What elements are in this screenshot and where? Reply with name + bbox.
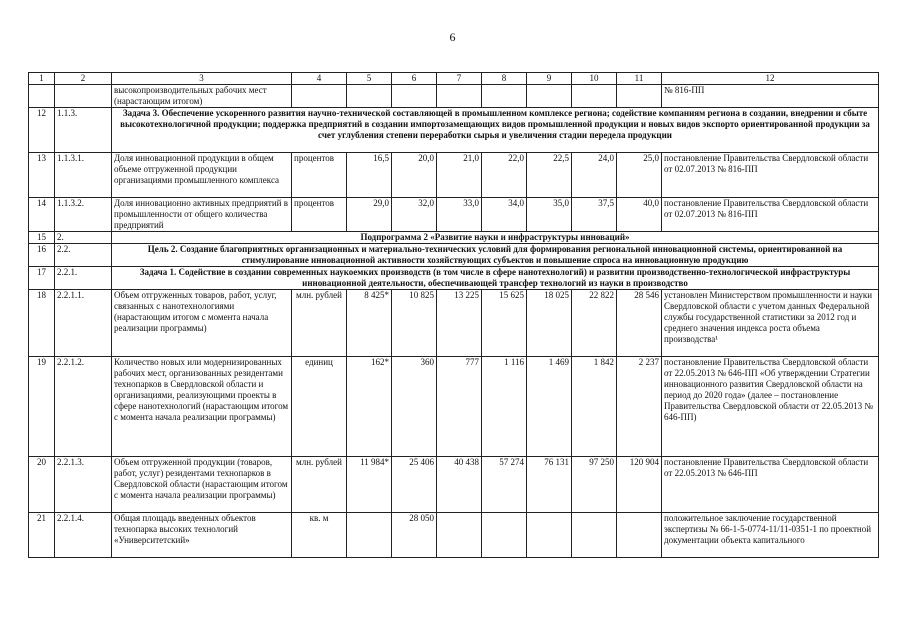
value-cell: 29,0 bbox=[347, 198, 392, 232]
table-row bbox=[29, 198, 879, 232]
value-cell: 20,0 bbox=[392, 153, 437, 198]
row-number: 21 bbox=[29, 513, 55, 558]
row-code: 1.1.3.1. bbox=[55, 153, 112, 198]
header-cell: 10 bbox=[572, 73, 617, 85]
value-cell: 10 825 bbox=[392, 290, 437, 357]
value-cell: 21,0 bbox=[437, 153, 482, 198]
header-cell: 8 bbox=[482, 73, 527, 85]
value-cell: 57 274 bbox=[482, 457, 527, 513]
row-number: 15 bbox=[29, 232, 55, 244]
value-cell bbox=[437, 513, 482, 558]
page-number: 6 bbox=[449, 30, 456, 44]
value-cell: 76 131 bbox=[527, 457, 572, 513]
unit: единиц bbox=[292, 357, 347, 457]
header-cell: 4 bbox=[292, 73, 347, 85]
header-cell: 1 bbox=[29, 73, 55, 85]
row-number: 13 bbox=[29, 153, 55, 198]
row-code: 2. bbox=[55, 232, 112, 244]
value-cell: 162* bbox=[347, 357, 392, 457]
value-cell: 1 842 bbox=[572, 357, 617, 457]
row-code: 2.2.1.4. bbox=[55, 513, 112, 558]
header-cell: 2 bbox=[55, 73, 112, 85]
value-cell: 8 425* bbox=[347, 290, 392, 357]
row-number: 20 bbox=[29, 457, 55, 513]
value-cell: 22,0 bbox=[482, 153, 527, 198]
header-cell: 5 bbox=[347, 73, 392, 85]
header-cell: 11 bbox=[617, 73, 662, 85]
value-cell: 360 bbox=[392, 357, 437, 457]
value-cell: 40 438 bbox=[437, 457, 482, 513]
header-cell: 6 bbox=[392, 73, 437, 85]
value-cell bbox=[347, 513, 392, 558]
value-cell: 2 237 bbox=[617, 357, 662, 457]
table-row bbox=[29, 232, 879, 244]
row-code: 2.2.1.3. bbox=[55, 457, 112, 513]
value-cell: 18 025 bbox=[527, 290, 572, 357]
row-code: 2.2. bbox=[55, 244, 112, 267]
row-code: 1.1.3. bbox=[55, 108, 112, 153]
value-cell bbox=[617, 513, 662, 558]
table-row bbox=[29, 357, 879, 457]
value-cell: 33,0 bbox=[437, 198, 482, 232]
row-number: 14 bbox=[29, 198, 55, 232]
value-cell bbox=[482, 513, 527, 558]
source-document: постановление Правительства Свердловской области от 02.07.2013 № 816-ПП bbox=[662, 153, 879, 198]
unit: млн. рублей bbox=[292, 290, 347, 357]
table-row bbox=[29, 513, 879, 558]
unit: процентов bbox=[292, 153, 347, 198]
table-row bbox=[29, 85, 879, 108]
value-cell: 22 822 bbox=[572, 290, 617, 357]
table-row bbox=[29, 267, 879, 290]
value-cell: 37,5 bbox=[572, 198, 617, 232]
value-cell bbox=[572, 513, 617, 558]
goal-heading: Цель 2. Создание благоприятных организационных и материально-технических условий для формирования региональной инновационной системы, ориентированной на стимулирование инновационной активности хозяйствующих субъектов и повышение спроса на инновационную продукцию bbox=[112, 244, 879, 267]
value-cell: 28 050 bbox=[392, 513, 437, 558]
indicator-name: Доля инновационной продукции в общем объеме отгруженной продукции организациями промышленного комплекса bbox=[112, 153, 292, 198]
value-cell: 13 225 bbox=[437, 290, 482, 357]
row-code: 2.2.1.2. bbox=[55, 357, 112, 457]
row-code: 1.1.3.2. bbox=[55, 198, 112, 232]
row-number: 17 bbox=[29, 267, 55, 290]
value-cell: 11 984* bbox=[347, 457, 392, 513]
subprogram-heading: Подпрограмма 2 «Развитие науки и инфраструктуры инноваций» bbox=[112, 232, 879, 244]
unit: процентов bbox=[292, 198, 347, 232]
value-cell: 120 904 bbox=[617, 457, 662, 513]
table-row bbox=[29, 244, 879, 267]
value-cell: 15 625 bbox=[482, 290, 527, 357]
table-row bbox=[29, 290, 879, 357]
row-code: 2.2.1. bbox=[55, 267, 112, 290]
value-cell: 25 406 bbox=[392, 457, 437, 513]
task-heading: Задача 3. Обеспечение ускоренного развития научно-технической составляющей в промышленном комплексе региона; содействие компаниям региона в создании, внедрении и сбыте высокотехнологичной продукции; поддержка предприятий в создании импортозамещающих видов промышленной продукции и новых видов экспорто ориентированной продукции за счет углубления степени переработки сырья и увеличения стадии передела продукции bbox=[112, 108, 879, 153]
source-document: № 816-ПП bbox=[662, 85, 879, 108]
source-document: установлен Министерством промышленности и науки Свердловской области с учетом данных Федеральной службы государственной статистики за 2012 год и среднего значения индекса роста объема производства¹ bbox=[662, 290, 879, 357]
value-cell: 32,0 bbox=[392, 198, 437, 232]
header-cell: 7 bbox=[437, 73, 482, 85]
table-row bbox=[29, 153, 879, 198]
value-cell: 28 546 bbox=[617, 290, 662, 357]
row-number: 18 bbox=[29, 290, 55, 357]
row-number: 12 bbox=[29, 108, 55, 153]
row-code: 2.2.1.1. bbox=[55, 290, 112, 357]
value-cell: 16,5 bbox=[347, 153, 392, 198]
value-cell: 1 469 bbox=[527, 357, 572, 457]
value-cell: 1 116 bbox=[482, 357, 527, 457]
header-cell: 12 bbox=[662, 73, 879, 85]
header-cell: 9 bbox=[527, 73, 572, 85]
value-cell: 40,0 bbox=[617, 198, 662, 232]
indicator-name: Объем отгруженных товаров, работ, услуг, связанных с нанотехнологиями (нарастающим итогом с момента начала реализации программы) bbox=[112, 290, 292, 357]
unit: кв. м bbox=[292, 513, 347, 558]
indicator-name: высокопроизводительных рабочих мест (нарастающим итогом) bbox=[112, 85, 292, 108]
value-cell: 35,0 bbox=[527, 198, 572, 232]
row-number: 16 bbox=[29, 244, 55, 267]
source-document: постановление Правительства Свердловской области от 02.07.2013 № 816-ПП bbox=[662, 198, 879, 232]
indicator-name: Доля инновационно активных предприятий в промышленности от общего количества предприятий bbox=[112, 198, 292, 232]
value-cell: 25,0 bbox=[617, 153, 662, 198]
task-heading: Задача 1. Содействие в создании современных наукоемких производств (в том числе в сфере нанотехнологий) и развитии производственно-технологической инфраструктуры инновационной деятельности, обеспечивающей трансфер технологий из науки в производство bbox=[112, 267, 879, 290]
value-cell: 22,5 bbox=[527, 153, 572, 198]
value-cell: 34,0 bbox=[482, 198, 527, 232]
value-cell: 777 bbox=[437, 357, 482, 457]
indicator-name: Количество новых или модернизированных рабочих мест, организованных резидентами технопарков в Свердловской области и организациями, реализующими проекты в сфере нанотехнологий (нарастающим итогом с момента начала реализации программы) bbox=[112, 357, 292, 457]
value-cell bbox=[527, 513, 572, 558]
indicator-name: Общая площадь введенных объектов технопарка высоких технологий «Университетский» bbox=[112, 513, 292, 558]
source-document: постановление Правительства Свердловской области от 22.05.2013 № 646-ПП bbox=[662, 457, 879, 513]
table-row bbox=[29, 457, 879, 513]
value-cell: 24,0 bbox=[572, 153, 617, 198]
table-header-row bbox=[29, 73, 879, 85]
indicators-table bbox=[28, 72, 879, 558]
source-document: постановление Правительства Свердловской области от 22.05.2013 № 646-ПП «Об утверждении Стратегии инновационного развития Свердловской области на период до 2020 года» (далее – постановление Правительства Свердловской области от 22.05.2013 № 646-ПП) bbox=[662, 357, 879, 457]
row-number: 19 bbox=[29, 357, 55, 457]
unit: млн. рублей bbox=[292, 457, 347, 513]
indicator-name: Объем отгруженной продукции (товаров, работ, услуг) резидентами технопарков в Свердловской области (нарастающим итогом с момента начала реализации программы) bbox=[112, 457, 292, 513]
value-cell: 97 250 bbox=[572, 457, 617, 513]
table-row bbox=[29, 108, 879, 153]
source-document: положительное заключение государственной экспертизы № 66-1-5-0774-11/11-0351-1 по проектной документации объекта капитального bbox=[662, 513, 879, 558]
header-cell: 3 bbox=[112, 73, 292, 85]
